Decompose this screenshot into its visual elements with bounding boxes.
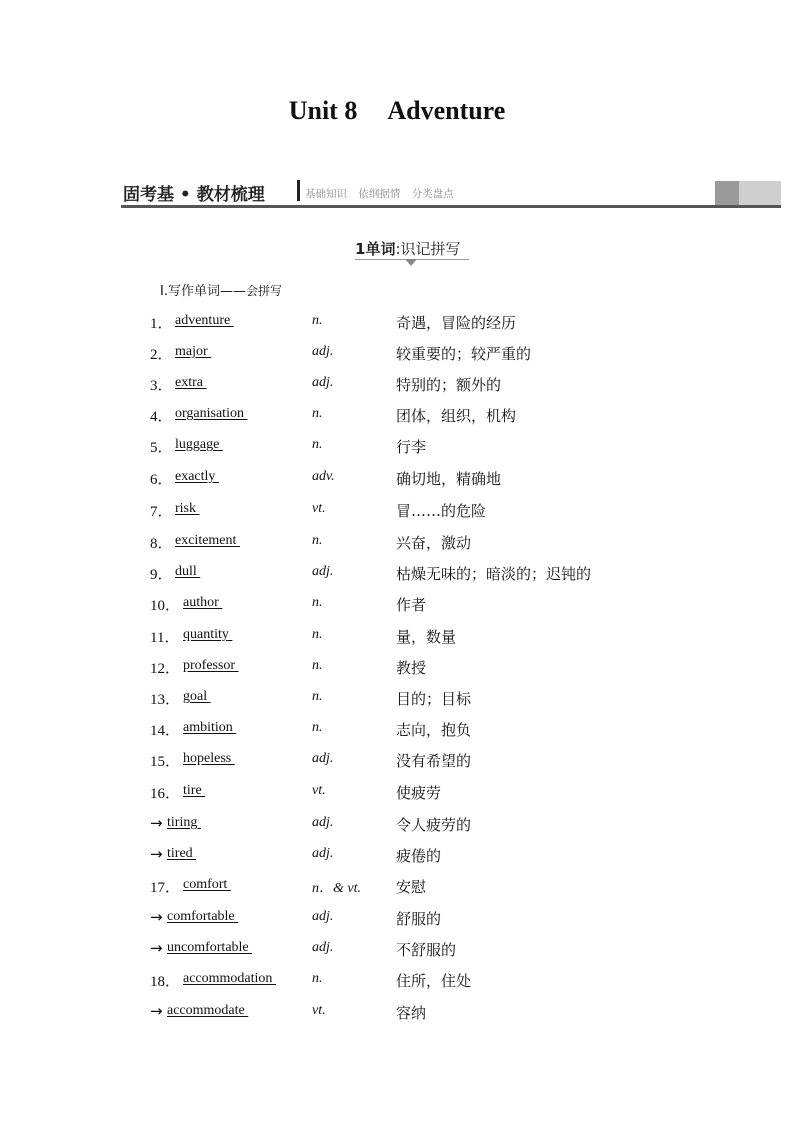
vocab-row	[0, 343, 794, 363]
derivation-arrow: →	[150, 939, 163, 957]
vocab-meaning: 奇遇，冒险的经历	[396, 314, 517, 332]
banner-sub-3: 分类盘点	[411, 188, 454, 200]
vocab-row	[0, 814, 794, 834]
vocab-row	[0, 688, 794, 708]
vocab-row	[0, 563, 794, 583]
vocab-meaning: 作者	[396, 596, 427, 614]
vocab-number: 18．	[150, 974, 181, 990]
vocab-row	[0, 374, 794, 394]
vocab-meaning: 容纳	[396, 1004, 427, 1022]
part-of-speech: n.	[312, 658, 323, 673]
vocab-word: professor	[183, 658, 239, 673]
vocab-word: exactly	[175, 469, 219, 484]
section-banner	[121, 178, 781, 208]
vocab-meaning: 枯燥无味的；暗淡的；迟钝的	[396, 565, 592, 583]
part-of-speech: adj.	[312, 564, 334, 579]
vocab-word: tiring	[167, 815, 201, 830]
vocab-row	[0, 468, 794, 488]
vocab-word: dull	[175, 564, 201, 579]
triangle-down-icon	[405, 259, 417, 266]
vocab-meaning: 冒……的危险	[396, 502, 487, 520]
vocab-row	[0, 436, 794, 456]
unit-number: Unit 8	[288, 96, 358, 125]
section-rest: :识记拼写	[395, 240, 461, 258]
part-of-speech: adj.	[312, 940, 334, 955]
vocab-number: 1．	[150, 316, 173, 332]
vocab-row	[0, 405, 794, 425]
vocab-meaning: 量，数量	[396, 628, 457, 646]
vocab-row	[0, 719, 794, 739]
vocab-word: quantity	[183, 627, 233, 642]
vocab-meaning: 志向，抱负	[396, 721, 472, 739]
vocab-word: major	[175, 344, 212, 359]
vocab-number: 5．	[150, 440, 173, 456]
banner-rule	[121, 205, 781, 208]
derivation-arrow: →	[150, 845, 163, 863]
part-of-speech: n.	[312, 437, 323, 452]
vocab-meaning: 令人疲劳的	[396, 816, 472, 834]
vocab-number: 8．	[150, 536, 173, 552]
vocab-word: organisation	[175, 406, 248, 421]
part-of-speech: vt.	[312, 1003, 326, 1018]
banner-main-label: 固考基 • 教材梳理	[123, 185, 265, 205]
vocab-number: 6．	[150, 472, 173, 488]
subsection-heading	[160, 280, 282, 299]
vocab-meaning: 较重要的；较严重的	[396, 345, 532, 363]
vocab-meaning: 行李	[396, 438, 427, 456]
banner-divider	[297, 180, 300, 201]
derivation-arrow: →	[150, 1002, 163, 1020]
vocab-word: hopeless	[183, 751, 235, 766]
banner-sub-labels	[305, 186, 462, 201]
banner-corner-decoration	[715, 181, 781, 205]
section-strong: 单词	[365, 240, 396, 258]
vocab-word: luggage	[175, 437, 223, 452]
part-of-speech: n.	[312, 313, 323, 328]
vocab-number: 3．	[150, 378, 173, 394]
vocab-word: ambition	[183, 720, 237, 735]
page-title	[0, 96, 794, 126]
vocab-row	[0, 500, 794, 520]
vocab-number: 4．	[150, 409, 173, 425]
part-of-speech: adj.	[312, 375, 334, 390]
banner-sub-1: 基础知识	[305, 188, 347, 200]
vocab-row	[0, 876, 794, 896]
vocab-row	[0, 970, 794, 990]
vocab-row	[0, 594, 794, 614]
vocab-word: excitement	[175, 533, 240, 548]
subsection-note: 会拼写	[245, 284, 282, 298]
vocab-word: goal	[183, 689, 211, 704]
vocab-row	[0, 626, 794, 646]
vocab-word: tire	[183, 783, 206, 798]
part-of-speech: n.	[312, 406, 323, 421]
part-of-speech: vt.	[312, 783, 326, 798]
vocab-meaning: 住所，住处	[396, 972, 472, 990]
vocab-word: accommodation	[183, 971, 276, 986]
section-heading	[355, 238, 461, 259]
vocab-meaning: 兴奋，激动	[396, 534, 472, 552]
vocab-number: 15．	[150, 754, 181, 770]
part-of-speech: n.	[312, 627, 323, 642]
section-number: 1	[355, 240, 366, 258]
vocab-number: 10．	[150, 598, 181, 614]
banner-sub-2: 依纲据情	[358, 188, 401, 200]
vocab-number: 14．	[150, 723, 181, 739]
vocab-word: risk	[175, 501, 200, 516]
part-of-speech: adj.	[312, 846, 334, 861]
vocab-number: 9．	[150, 567, 173, 583]
subsection-label: Ⅰ.写作单词——	[160, 284, 246, 299]
part-of-speech: adj.	[312, 815, 334, 830]
vocab-number: 17．	[150, 880, 181, 896]
vocab-number: 11．	[150, 630, 180, 646]
vocab-row	[0, 312, 794, 332]
vocab-row	[0, 1002, 794, 1022]
vocab-row	[0, 532, 794, 552]
vocab-word: uncomfortable	[167, 940, 253, 955]
vocab-number: 13．	[150, 692, 181, 708]
vocab-meaning: 特别的；额外的	[396, 376, 502, 394]
vocab-row	[0, 845, 794, 865]
part-of-speech: n.	[312, 689, 323, 704]
vocab-word: accommodate	[167, 1003, 249, 1018]
vocab-word: comfort	[183, 877, 231, 892]
vocab-meaning: 舒服的	[396, 910, 442, 928]
vocab-meaning: 教授	[396, 659, 427, 677]
derivation-arrow: →	[150, 908, 163, 926]
vocab-meaning: 安慰	[396, 878, 427, 896]
part-of-speech: n.	[312, 533, 323, 548]
vocab-meaning: 确切地，精确地	[396, 470, 502, 488]
vocab-meaning: 不舒服的	[396, 941, 457, 959]
vocab-number: 16．	[150, 786, 181, 802]
vocab-row	[0, 939, 794, 959]
vocab-meaning: 目的；目标	[396, 690, 472, 708]
part-of-speech: n．& vt.	[312, 881, 361, 896]
vocab-meaning: 团体，组织，机构	[396, 407, 517, 425]
vocab-meaning: 疲倦的	[396, 847, 442, 865]
vocab-number: 7．	[150, 504, 173, 520]
vocab-row	[0, 750, 794, 770]
vocab-number: 12．	[150, 661, 181, 677]
part-of-speech: n.	[312, 720, 323, 735]
part-of-speech: adv.	[312, 469, 335, 484]
part-of-speech: n.	[312, 971, 323, 986]
vocab-row	[0, 782, 794, 802]
vocab-row	[0, 908, 794, 928]
vocab-row	[0, 657, 794, 677]
vocab-word: extra	[175, 375, 207, 390]
vocab-word: comfortable	[167, 909, 239, 924]
part-of-speech: n.	[312, 595, 323, 610]
vocab-number: 2．	[150, 347, 173, 363]
vocab-word: author	[183, 595, 223, 610]
part-of-speech: vt.	[312, 501, 326, 516]
part-of-speech: adj.	[312, 751, 334, 766]
vocab-meaning: 没有希望的	[396, 752, 472, 770]
unit-topic: Adventure	[387, 96, 506, 125]
vocab-meaning: 使疲劳	[396, 784, 442, 802]
part-of-speech: adj.	[312, 344, 334, 359]
vocab-word: tired	[167, 846, 197, 861]
part-of-speech: adj.	[312, 909, 334, 924]
derivation-arrow: →	[150, 814, 163, 832]
vocab-word: adventure	[175, 313, 234, 328]
